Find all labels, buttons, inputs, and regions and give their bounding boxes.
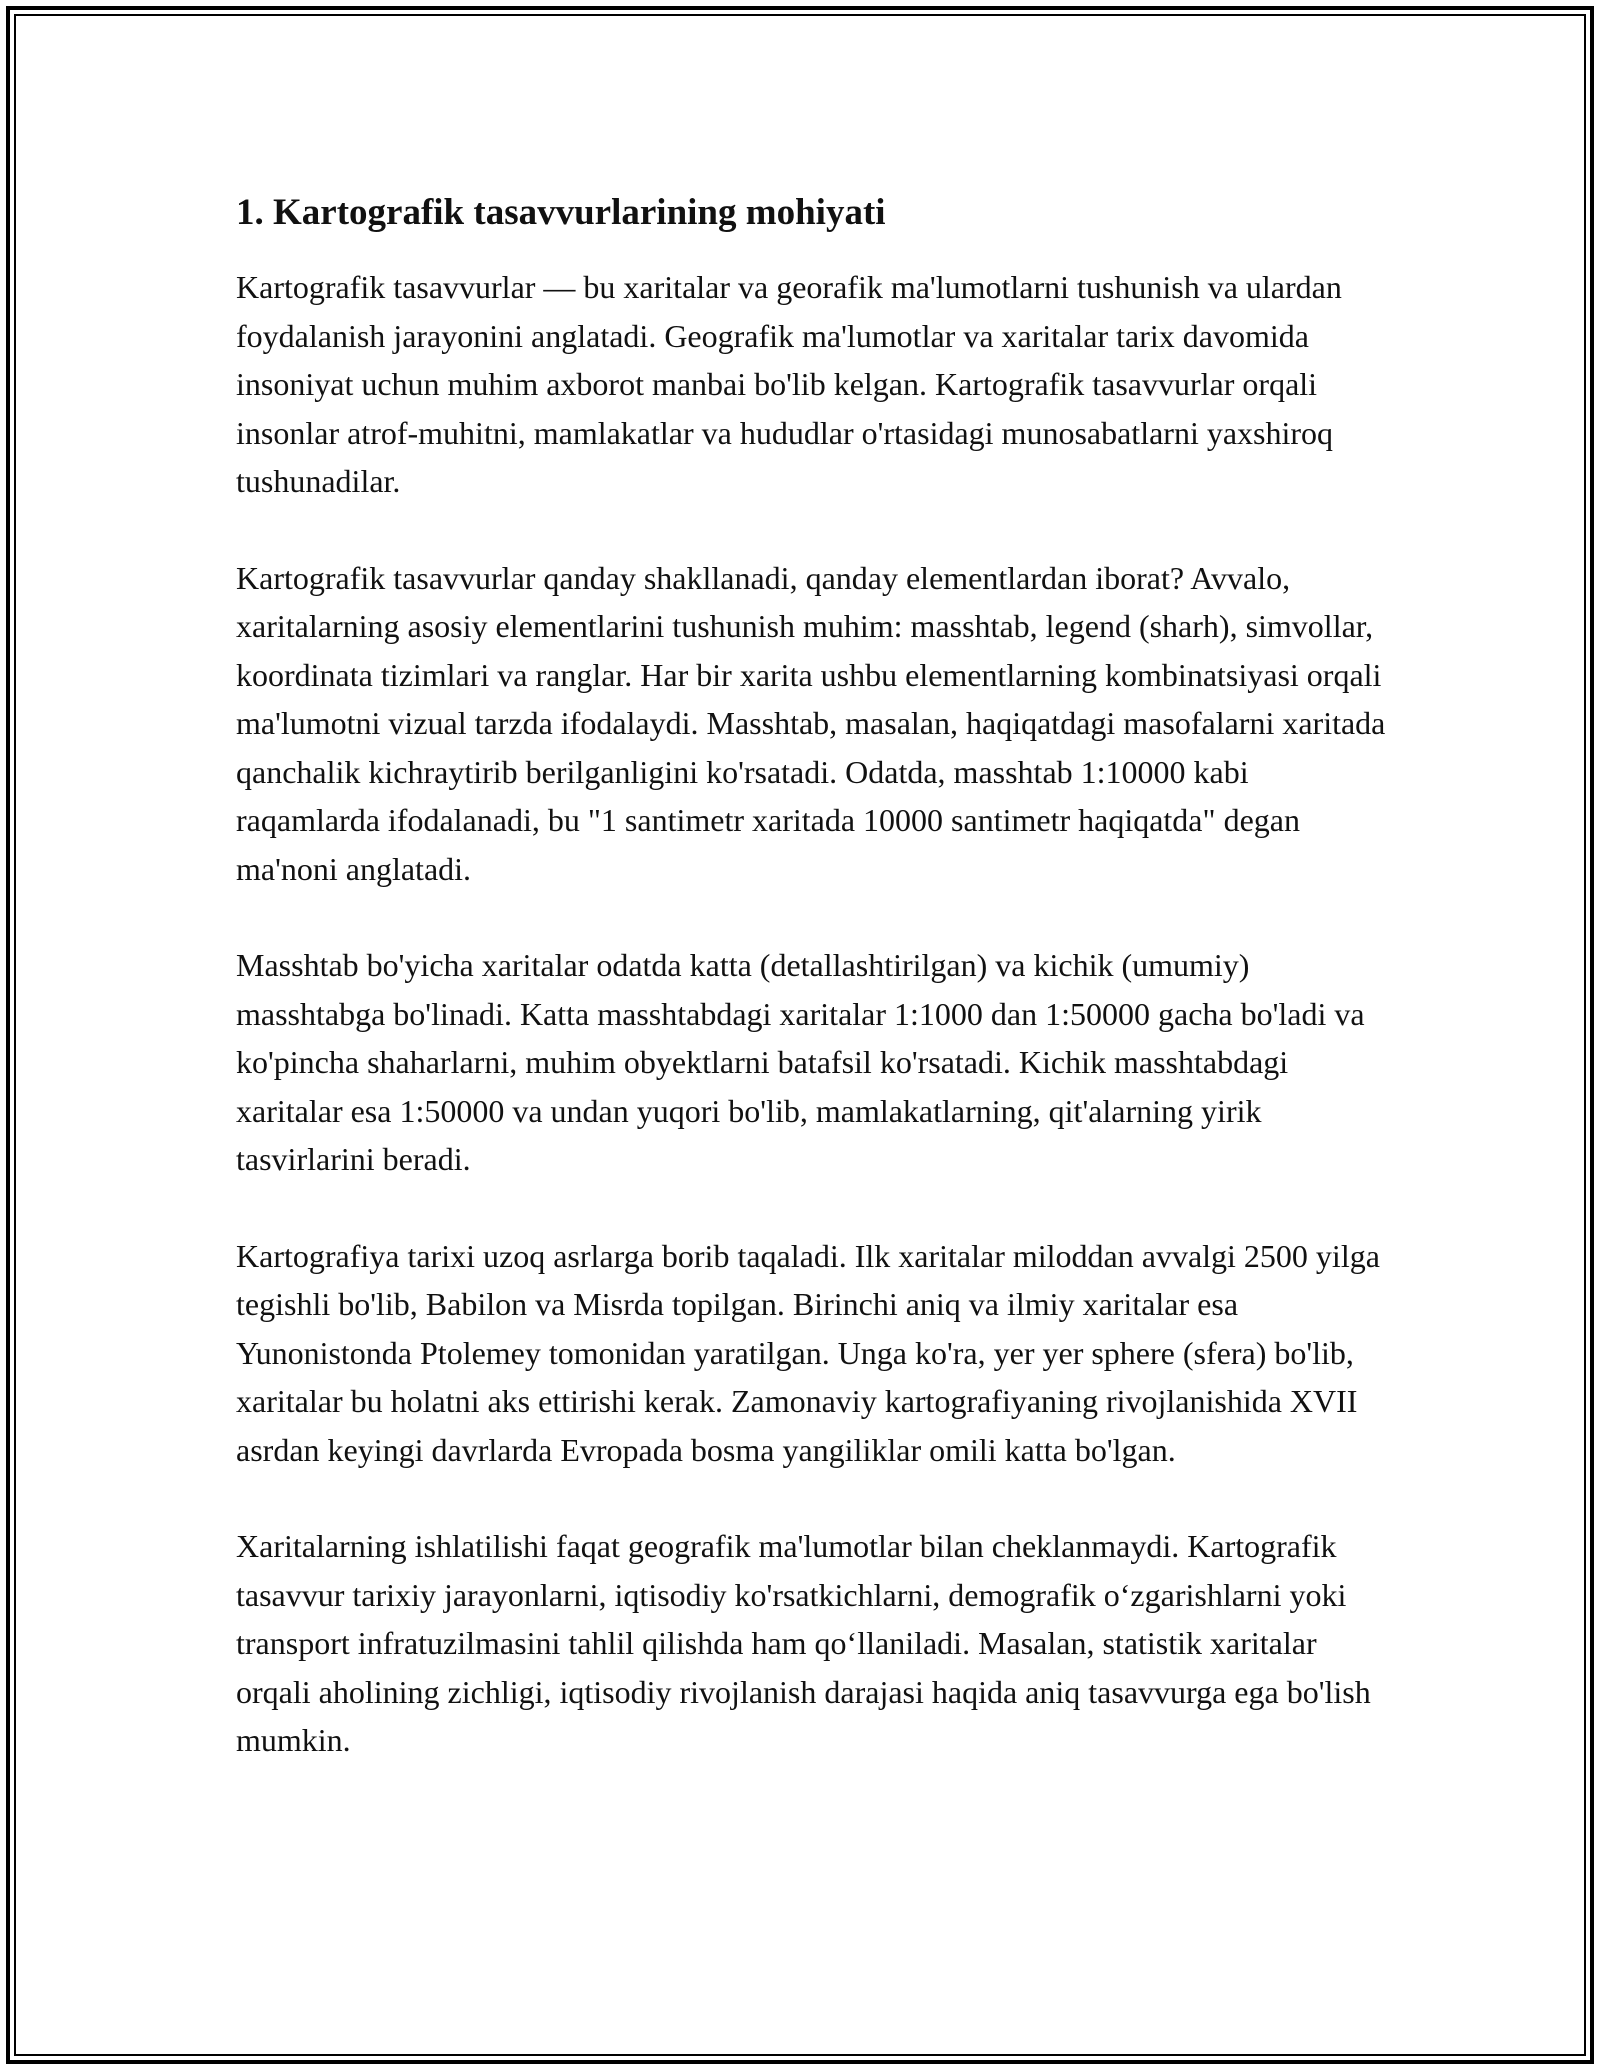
paragraph-4: Kartografiya tarixi uzoq asrlarga borib taqaladi. Ilk xaritalar miloddan avvalgi 2500 yilga tegishli bo'lib, Babilon va Misrda topilgan. Birinchi aniq va ilmiy xaritalar esa Yunonistonda Ptolemey tomonidan yaratilgan. Unga ko'ra, yer yer sphere (sfera) bo'lib, xaritalar bu holatni aks ettirishi kerak. Zamonaviy kartografiyaning rivojlanishida XVII asrdan keyingi davrlarda Evropada bosma yangiliklar omili katta bo'lgan. [236,1237,1380,1468]
paragraph-1: Kartografik tasavvurlar — bu xaritalar va georafik ma'lumotlarni tushunish va ulardan foydalanish jarayonini anglatadi. Geografik ma'lumotlar va xaritalar tarix davomida insoniyat uchun muhim axborot manbai bo'lib kelgan. Kartografik tasavvurlar orqali insonlar atrof-muhitni, mamlakatlar va hududlar o'rtasidagi munosabatlarni yaxshiroq tushunadilar. [236,269,1342,499]
section-title: 1. Kartografik tasavvurlarining mohiyati [236,192,886,233]
document-body [236,185,1386,1813]
paragraph-3: Masshtab bo'yicha xaritalar odatda katta (detallashtirilgan) va kichik (umumiy) masshtabga bo'linadi. Katta masshtabdagi xaritalar 1:1000 dan 1:50000 gacha bo'ladi va ko'pincha shaharlarni, muhim obyektlarni batafsil ko'rsatadi. Kichik masshtabdagi xaritalar esa 1:50000 va undan yuqori bo'lib, mamlakatlarning, qit'alarning yirik tasvirlarini beradi. [236,947,1365,1177]
paragraph-2: Kartografik tasavvurlar qanday shakllanadi, qanday elementlardan iborat? Avvalo, xaritalarning asosiy elementlarini tushunish muhim: masshtab, legend (sharh), simvollar, koordinata tizimlari va ranglar. Har bir xarita ushbu elementlarning kombinatsiyasi orqali ma'lumotni vizual tarzda ifodalaydi. Masshtab, masalan, haqiqatdagi masofalarni xaritada qanchalik kichraytirib berilganligini ko'rsatadi. Odatda, masshtab 1:10000 kabi raqamlarda ifodalanadi, bu "1 santimetr xaritada 10000 santimetr haqiqatda" degan ma'noni anglatadi. [236,559,1386,887]
paragraph-5: Xaritalarning ishlatilishi faqat geografik ma'lumotlar bilan cheklanmaydi. Kartografik tasavvur tarixiy jarayonlarni, iqtisodiy ko'rsatkichlarni, demografik oʻzgarishlarni yoki transport infratuzilmasini tahlil qilishda ham qoʻllaniladi. Masalan, statistik xaritalar orqali aholining zichligi, iqtisodiy rivojlanish darajasi haqida aniq tasavvurga ega bo'lish mumkin. [236,1528,1371,1758]
